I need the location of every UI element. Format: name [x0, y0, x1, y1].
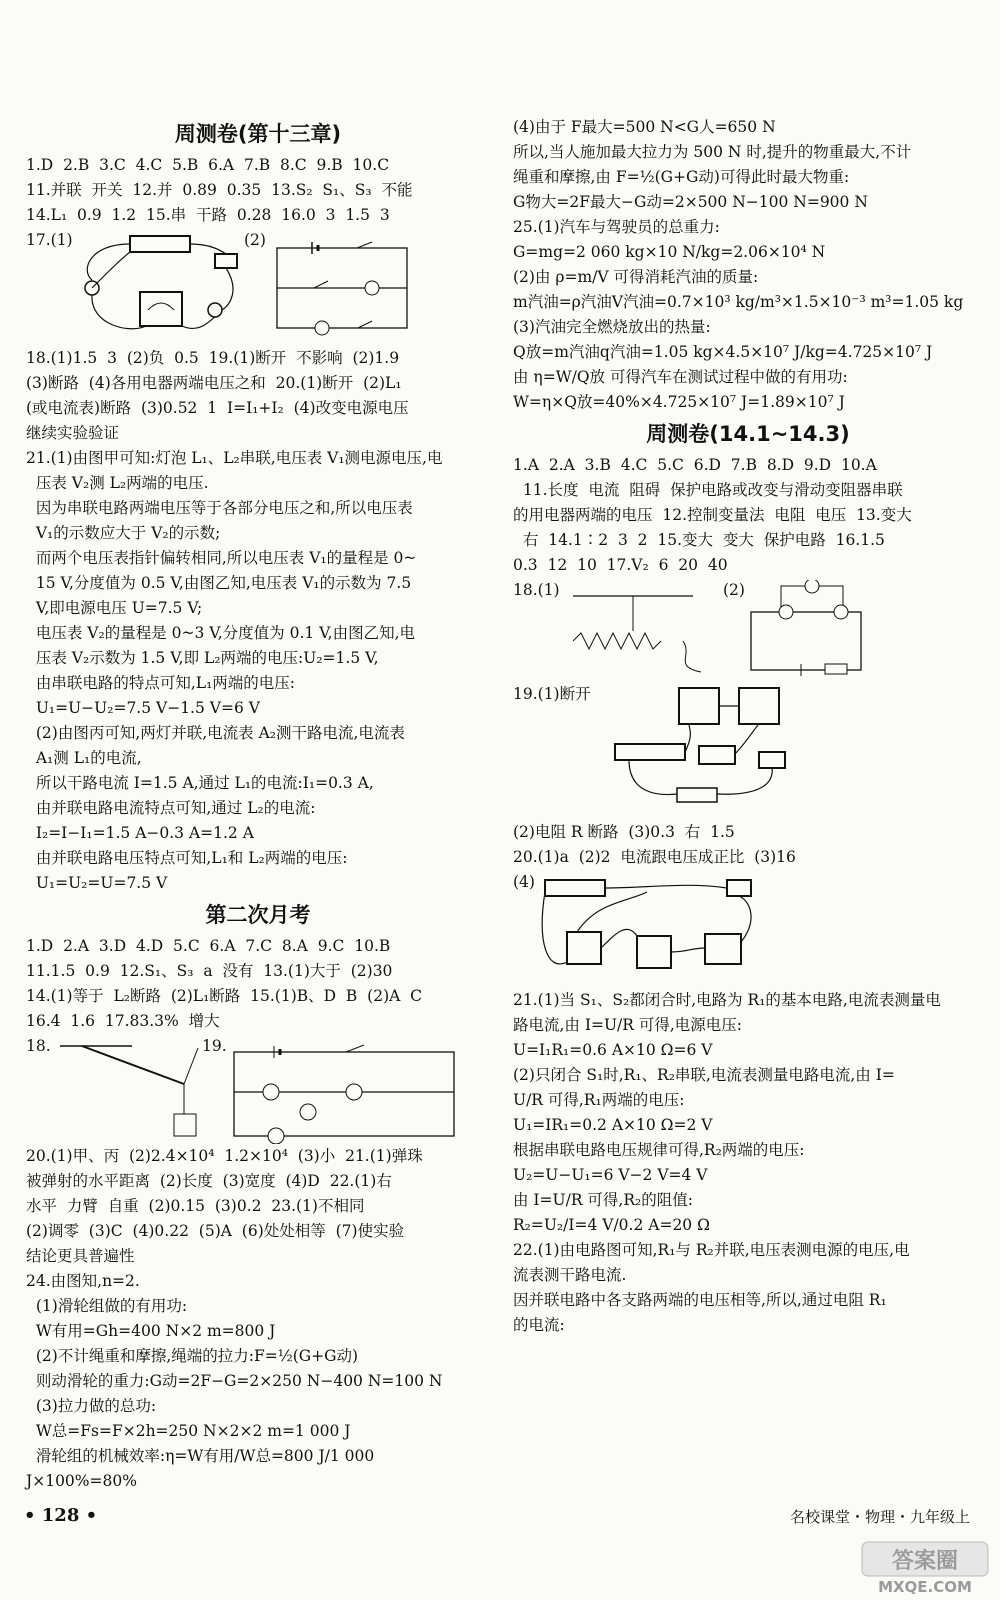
answer-line: 25.(1)汽车与驾驶员的总重力:	[513, 218, 720, 236]
answer-line: 16.4 1.6 17.83.3% 增大	[26, 1012, 220, 1030]
answer-line: 20.(1)甲、丙 (2)2.4×10⁴ 1.2×10⁴ (3)小 21.(1)弹珠	[26, 1147, 423, 1165]
q18-label: 18.	[26, 1037, 51, 1055]
answers-block-3	[26, 934, 490, 1034]
answer-line: 24.由图知,n=2.	[26, 1272, 140, 1290]
answer-line: U/R 可得,R₁两端的电压:	[513, 1091, 685, 1109]
answer-line: U₁=IR₁=0.2 A×10 Ω=2 V	[513, 1116, 713, 1134]
r-q18-label: 18.(1)	[513, 581, 560, 599]
r-q18-figures	[513, 578, 983, 682]
answer-line: 21.(1)当 S₁、S₂都闭合时,电路为 R₁的基本电路,电流表测量电	[513, 991, 941, 1009]
answer-line: 22.(1)由电路图可知,R₁与 R₂并联,电压表测电源的电压,电	[513, 1241, 910, 1259]
answer-line: 水平 力臂 自重 (2)0.15 (3)0.2 23.(1)不相同	[26, 1197, 365, 1215]
answer-line: 滑轮组的机械效率:η=W有用/W总=800 J/1 000 J×100%=80%	[26, 1447, 380, 1490]
answer-line: 流表测干路电流.	[513, 1266, 627, 1284]
answer-line: (或电流表)断路 (3)0.52 1 I=I₁+I₂ (4)改变电源电压	[26, 399, 409, 417]
answer-line: 11.1.5 0.9 12.S₁、S₃ a 没有 13.(1)大于 (2)30	[26, 962, 393, 980]
answer-line: V₁的示数应大于 V₂的示数;	[26, 524, 221, 542]
answers-block-2	[26, 346, 490, 896]
answer-line: m汽油=ρ汽油V汽油=0.7×10³ kg/m³×1.5×10⁻³ m³=1.05 kg	[513, 293, 964, 311]
answer-line: 1.D 2.B 3.C 4.C 5.B 6.A 7.B 8.C 9.B 10.C	[26, 156, 390, 174]
r-q19-figure	[513, 682, 983, 820]
answer-line: 压表 V₂测 L₂两端的电压.	[26, 474, 209, 492]
answer-line: 由 I=U/R 可得,R₂的阻值:	[513, 1191, 693, 1209]
answer-line: U₂=U−U₁=6 V−2 V=4 V	[513, 1166, 708, 1184]
answer-line: 由 η=W/Q放 可得汽车在测试过程中做的有用功:	[513, 368, 848, 386]
answer-line: 11.并联 开关 12.并 0.89 0.35 13.S₂ S₁、S₃ 不能	[26, 181, 413, 199]
r-q18-sub2-label: (2)	[723, 581, 745, 599]
answer-line: 由并联电路电压特点可知,L₁和 L₂两端的电压:	[26, 849, 348, 867]
answer-line: G物大=2F最大−G动=2×500 N−100 N=900 N	[513, 193, 868, 211]
right-column	[513, 115, 983, 1338]
q18-lever-figure	[52, 1036, 202, 1144]
answer-line: 因并联电路中各支路两端的电压相等,所以,通过电阻 R₁	[513, 1291, 887, 1309]
q17-figures	[26, 228, 490, 346]
q17-circuit-diagram	[272, 238, 422, 340]
answer-line: (2)不计绳重和摩擦,绳端的拉力:F=½(G+G动)	[26, 1347, 359, 1365]
q19-circuit-diagram	[226, 1040, 466, 1144]
answer-line: W总=Fs=F×2h=250 N×2×2 m=1 000 J	[26, 1422, 351, 1440]
answer-line: 21.(1)由图甲可知:灯泡 L₁、L₂串联,电压表 V₁测电源电压,电	[26, 449, 443, 467]
section-title-week14: 周测卷(14.1~14.3)	[646, 422, 850, 446]
q19-label: 19.	[202, 1037, 227, 1055]
answer-line: (4)由于 F最大=500 N<G人=650 N	[513, 118, 776, 136]
answer-line: 15 V,分度值为 0.5 V,由图乙知,电压表 V₁的示数为 7.5	[26, 574, 412, 592]
q17-label: 17.(1)	[26, 231, 73, 249]
q18-q19-figures	[26, 1034, 490, 1144]
answer-line: 而两个电压表指针偏转相同,所以电压表 V₁的量程是 0~	[26, 549, 417, 567]
answer-line: G=mg=2 060 kg×10 N/kg=2.06×10⁴ N	[513, 243, 826, 261]
answers-block-1	[26, 153, 490, 228]
answer-line: R₂=U₂/I=4 V/0.2 A=20 Ω	[513, 1216, 710, 1234]
answer-line: A₁测 L₁的电流,	[26, 749, 142, 767]
answer-line: 14.(1)等于 L₂断路 (2)L₁断路 15.(1)B、D B (2)A C	[26, 987, 423, 1005]
r-q20-physical-circuit-figure	[537, 872, 767, 986]
answer-line: (2)只闭合 S₁时,R₁、R₂串联,电流表测量电路电流,由 I=	[513, 1066, 895, 1084]
answers-block-r1	[513, 115, 983, 415]
answer-line: 18.(1)1.5 3 (2)负 0.5 19.(1)断开 不影响 (2)1.9	[26, 349, 400, 367]
answer-line: 14.L₁ 0.9 1.2 15.串 干路 0.28 16.0 3 1.5 3	[26, 206, 390, 224]
answer-line: 由串联电路的特点可知,L₁两端的电压:	[26, 674, 296, 692]
answers-block-r4	[513, 988, 983, 1338]
footer-book-title: 名校课堂・物理・九年级上	[790, 1508, 971, 1526]
answer-line: 继续实验验证	[26, 424, 120, 442]
answer-line: (2)由图丙可知,两灯并联,电流表 A₂测干路电流,电流表	[26, 724, 405, 742]
answer-line: 的用电器两端的电压 12.控制变量法 电阻 电压 13.变大	[513, 506, 912, 524]
r-q19-label: 19.(1)断开	[513, 685, 591, 703]
answer-line: 1.A 2.A 3.B 4.C 5.C 6.D 7.B 8.D 9.D 10.A	[513, 456, 877, 474]
r-q18-rheostat-figure	[553, 586, 703, 676]
answer-line: 11.长度 电流 阻碍 保护电路或改变与滑动变阻器串联	[513, 481, 903, 499]
answer-line: 绳重和摩擦,由 F=½(G+G动)可得此时最大物重:	[513, 168, 850, 186]
answer-line: 结论更具普遍性	[26, 1247, 135, 1265]
answer-line: I₂=I−I₁=1.5 A−0.3 A=1.2 A	[26, 824, 254, 842]
answer-line: 压表 V₂示数为 1.5 V,即 L₂两端的电压:U₂=1.5 V,	[26, 649, 379, 667]
r-q19-physical-circuit-figure	[609, 684, 809, 816]
answers-block-4	[26, 1144, 490, 1494]
answer-line: 所以,当人施加最大拉力为 500 N 时,提升的物重最大,不计	[513, 143, 912, 161]
answer-line: Q放=m汽油q汽油=1.05 kg×4.5×10⁷ J/kg=4.725×10⁷ J	[513, 343, 933, 361]
answer-line: 20.(1)a (2)2 电流跟电压成正比 (3)16	[513, 848, 796, 866]
r-q20-figure	[513, 870, 983, 988]
q17-sub2-label: (2)	[244, 231, 266, 249]
answer-line: W有用=Gh=400 N×2 m=800 J	[26, 1322, 276, 1340]
answer-line: 的电流:	[513, 1316, 565, 1334]
logo-text: 答案圈	[891, 1549, 959, 1574]
answer-line: U₁=U−U₂=7.5 V−1.5 V=6 V	[26, 699, 260, 717]
answer-line: 1.D 2.A 3.D 4.D 5.C 6.A 7.C 8.A 9.C 10.B	[26, 937, 391, 955]
answers-block-r3	[513, 820, 983, 870]
answer-line: 电压表 V₂的量程是 0~3 V,分度值为 0.1 V,由图乙知,电	[26, 624, 416, 642]
answer-line: 所以干路电流 I=1.5 A,通过 L₁的电流:I₁=0.3 A,	[26, 774, 374, 792]
answers-block-r2	[513, 453, 983, 578]
left-column	[26, 115, 490, 1494]
answer-line: (2)调零 (3)C (4)0.22 (5)A (6)处处相等 (7)使实验	[26, 1222, 405, 1240]
page-number: • 128 •	[24, 1505, 98, 1526]
answer-line: 被弹射的水平距离 (2)长度 (3)宽度 (4)D 22.(1)右	[26, 1172, 392, 1190]
answer-line: 由并联电路电流特点可知,通过 L₂的电流:	[26, 799, 316, 817]
r-q20-sub4-label: (4)	[513, 873, 535, 891]
answer-line: (1)滑轮组做的有用功:	[26, 1297, 188, 1315]
q17-physical-circuit-figure	[70, 230, 240, 342]
section-title-week13: 周测卷(第十三章)	[174, 122, 342, 146]
answer-line: 右 14.1∶2 3 2 15.变大 变大 保护电路 16.1.5	[513, 531, 885, 549]
answer-line: W=η×Q放=40%×4.725×10⁷ J=1.89×10⁷ J	[513, 393, 845, 411]
answer-line: V,即电源电压 U=7.5 V;	[26, 599, 203, 617]
answer-line: (3)断路 (4)各用电器两端电压之和 20.(1)断开 (2)L₁	[26, 374, 402, 392]
section-title-monthly-exam: 第二次月考	[205, 903, 311, 927]
answer-line: 0.3 12 10 17.V₂ 6 20 40	[513, 556, 728, 574]
answer-line: U₁=U₂=U=7.5 V	[26, 874, 168, 892]
answer-line: 路电流,由 I=U/R 可得,电源电压:	[513, 1016, 742, 1034]
answer-line: U=I₁R₁=0.6 A×10 Ω=6 V	[513, 1041, 713, 1059]
answer-line: (3)汽油完全燃烧放出的热量:	[513, 318, 711, 336]
answer-line: 则动滑轮的重力:G动=2F−G=2×250 N−400 N=100 N	[26, 1372, 443, 1390]
watermark-logo	[860, 1540, 990, 1596]
logo-url: MXQE.COM	[878, 1578, 972, 1596]
answer-line: (2)由 ρ=m/V 可得消耗汽油的质量:	[513, 268, 759, 286]
answer-line: 因为串联电路两端电压等于各部分电压之和,所以电压表	[26, 499, 413, 517]
answer-line: (2)电阻 R 断路 (3)0.3 右 1.5	[513, 823, 735, 841]
r-q18-circuit-diagram	[741, 580, 881, 680]
answer-line: 根据串联电路电压规律可得,R₂两端的电压:	[513, 1141, 805, 1159]
answer-line: (3)拉力做的总功:	[26, 1397, 157, 1415]
